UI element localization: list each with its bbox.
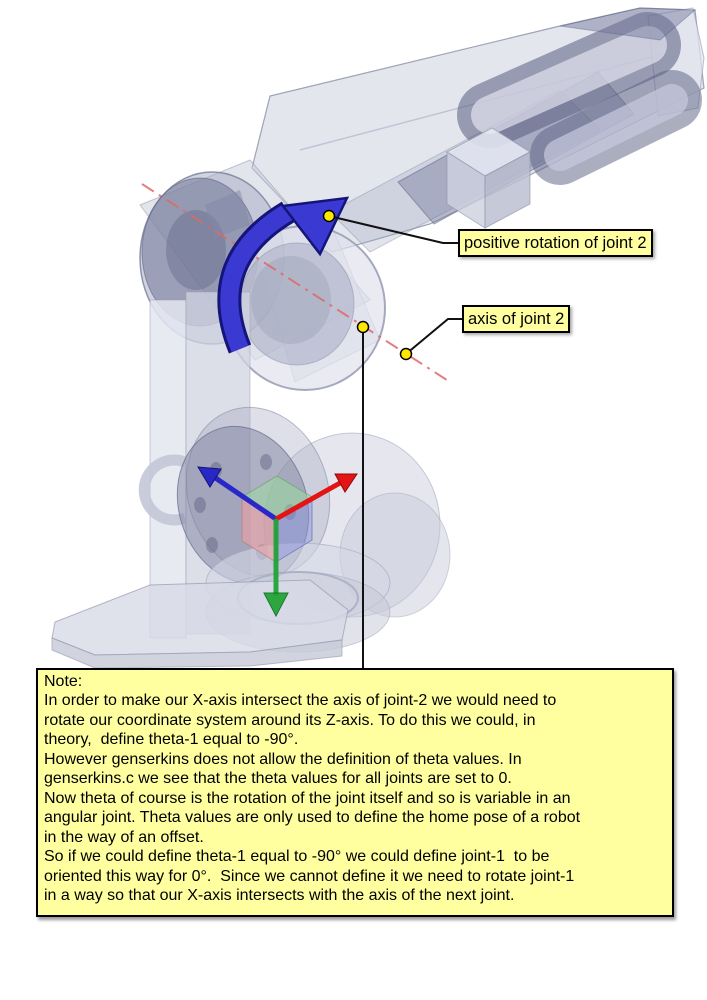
robot-wrist — [490, 8, 704, 155]
note-line: oriented this way for 0°. Since we cannot define it we need to rotate joint-1 — [44, 867, 575, 885]
marker-axis-point-far — [401, 349, 412, 360]
leader-axis-of-joint2 — [406, 319, 463, 354]
note-line: rotate our coordinate system around its Z-axis. To do this we could, in — [44, 711, 536, 729]
note-line: In order to make our X-axis intersect the axis of joint-2 we would need to — [44, 692, 557, 710]
note-line: So if we could define theta-1 equal to -90° we could define joint-1 to be — [44, 848, 550, 866]
note-line: angular joint. Theta values are only used to define the home pose of a robot — [44, 809, 581, 827]
note-title: Note: — [44, 673, 83, 690]
note-box — [36, 668, 674, 917]
note-line: However genserkins does not allow the definition of theta values. In — [44, 750, 522, 768]
note-line: Now theta of course is the rotation of the joint itself and so is variable in an — [44, 789, 571, 807]
marker-axis-point-near — [358, 322, 369, 333]
marker-rotation-point — [324, 211, 335, 222]
callout-positive-rotation-of-joint2: positive rotation of joint 2 — [458, 229, 653, 257]
note-line: in the way of an offset. — [44, 828, 204, 846]
note-line: genserkins.c we see that the theta values for all joints are set to 0. — [44, 770, 512, 788]
note-line: theory, define theta-1 equal to -90°. — [44, 731, 299, 749]
callout-axis-of-joint2: axis of joint 2 — [462, 305, 570, 333]
note-line: in a way so that our X-axis intersects with the axis of the next joint. — [44, 886, 515, 904]
